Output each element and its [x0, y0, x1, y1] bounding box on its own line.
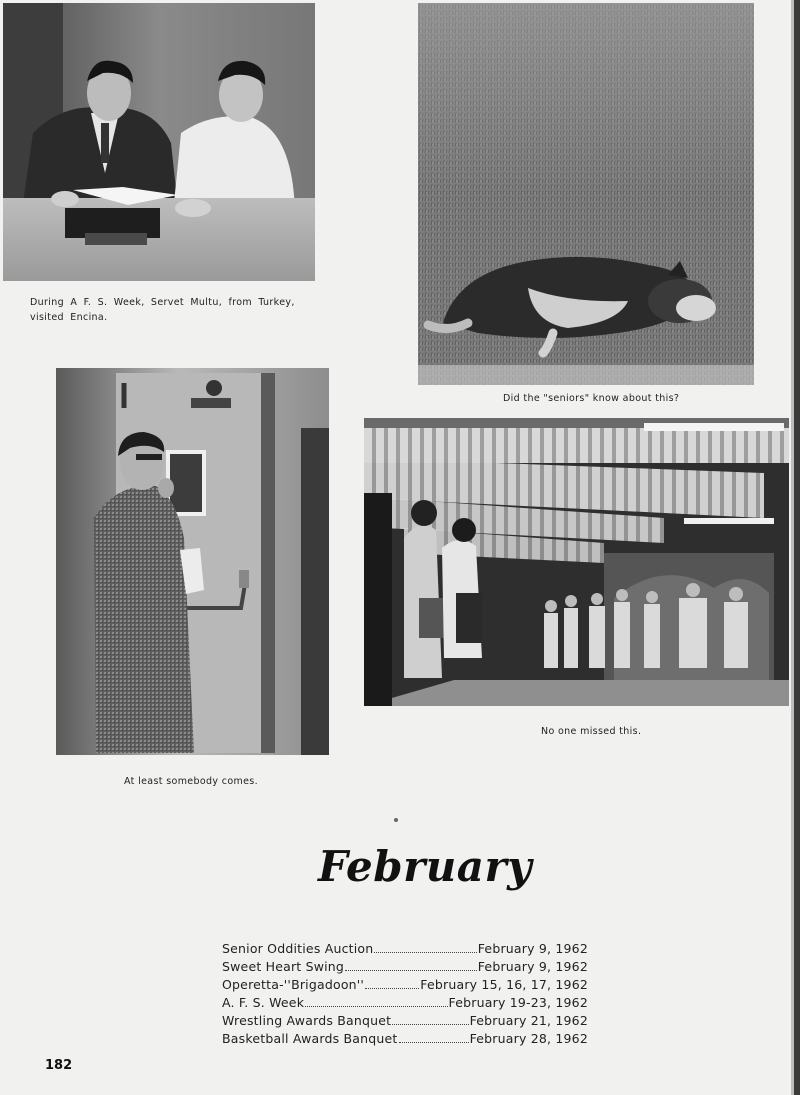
photo-operetta-stage: [364, 418, 789, 706]
leader-dots: [345, 960, 477, 971]
event-name: Senior Oddities Auction: [222, 941, 374, 956]
caption-stage: No one missed this.: [541, 726, 642, 737]
photo-man-at-door: [56, 368, 329, 755]
caption-man: At least somebody comes.: [124, 776, 258, 787]
leader-dots: [392, 1014, 468, 1025]
event-date: February 15, 16, 17, 1962: [420, 977, 588, 992]
event-date: February 19-23, 1962: [448, 995, 588, 1010]
event-row: [222, 976, 588, 994]
event-row: [222, 994, 588, 1012]
ink-speck: [394, 818, 398, 822]
page-number: 182: [45, 1058, 73, 1073]
event-row: [222, 1030, 588, 1048]
leader-dots: [365, 978, 419, 989]
event-date: February 28, 1962: [469, 1031, 588, 1046]
month-heading: February: [318, 842, 533, 891]
event-name: Operetta-''Brigadoon'': [222, 977, 365, 992]
event-name: Basketball Awards Banquet: [222, 1031, 398, 1046]
event-name: Sweet Heart Swing: [222, 959, 345, 974]
caption-afs-week: During A F. S. Week, Servet Multu, from Turkey, visited Encina.: [30, 297, 295, 323]
event-name: Wrestling Awards Banquet: [222, 1013, 392, 1028]
event-date: February 9, 1962: [477, 941, 588, 956]
photo-afs-students: [3, 3, 315, 281]
photo-dog-on-lawn: [418, 3, 754, 385]
event-row: [222, 1012, 588, 1030]
event-row: [222, 958, 588, 976]
event-name: A. F. S. Week: [222, 995, 305, 1010]
leader-dots: [305, 996, 447, 1007]
caption-dog: Did the "seniors" know about this?: [503, 393, 680, 404]
leader-dots: [399, 1032, 469, 1043]
leader-dots: [374, 942, 476, 953]
events-list: [222, 940, 588, 1048]
event-date: February 9, 1962: [477, 959, 588, 974]
event-date: February 21, 1962: [469, 1013, 588, 1028]
event-row: [222, 940, 588, 958]
page-edge: [791, 0, 800, 1095]
